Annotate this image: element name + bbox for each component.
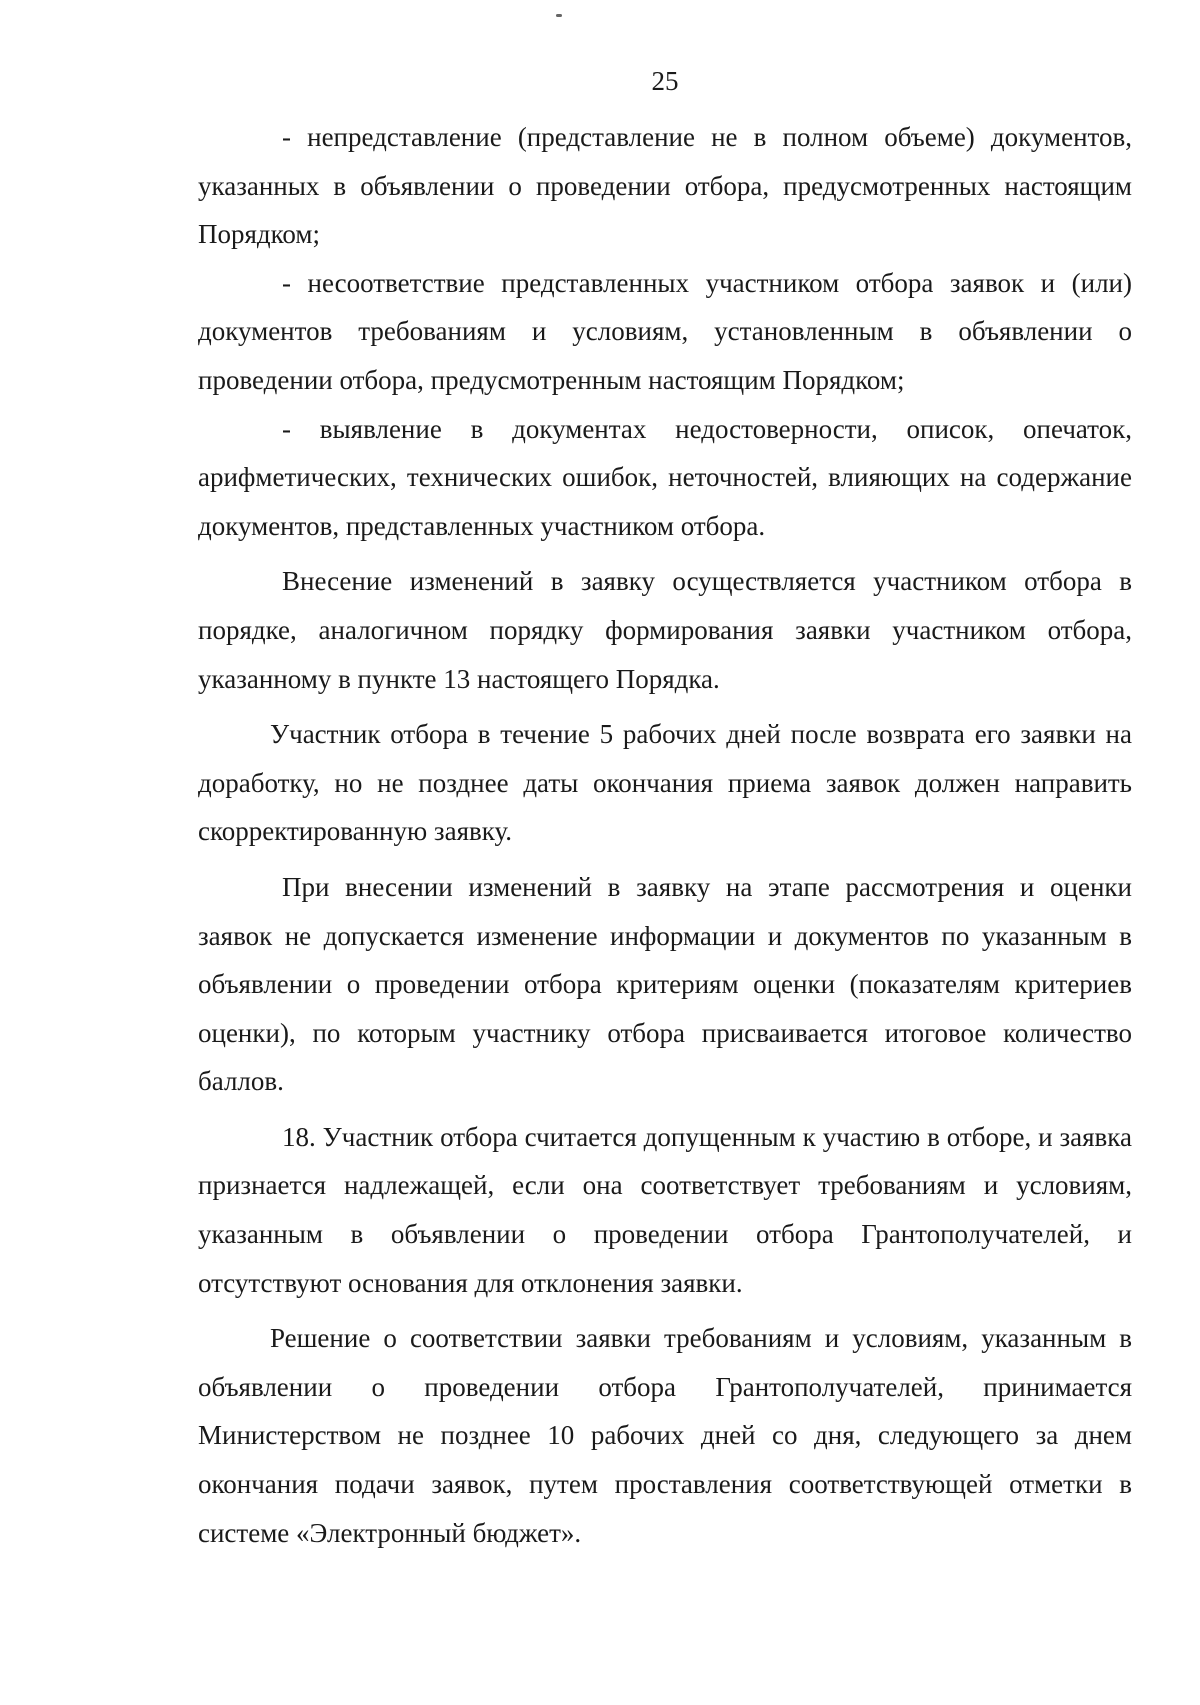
paragraph-clause-18: 18. Участник отбора считается допущенным к участию в отборе, и заявка признается надлежащей, если она соответствует требованиям и условиям, указанным в объявлении о проведении отбора Грантополучателей, и отсутствуют основания для отклонения заявки.: [198, 1121, 1132, 1298]
document-body: [198, 113, 1132, 1557]
paragraph-restrictions: При внесении изменений в заявку на этапе рассмотрения и оценки заявок не допускается изменение информации и документов по указанным в объявлении о проведении отбора критериям оценки (показателям критериев оценки), по которым участнику отбора присваивается итоговое количество баллов.: [198, 871, 1132, 1097]
page-number: 25: [651, 66, 679, 96]
paragraph-resubmission: Участник отбора в течение 5 рабочих дней после возврата его заявки на доработку, но не позднее даты окончания приема заявок должен направить скорректированную заявку.: [198, 719, 1132, 847]
paragraph-item-3: - выявление в документах недостоверности, описок, опечаток, арифметических, технических ошибок, неточностей, влияющих на содержание документов, представленных участником отбора.: [198, 413, 1132, 541]
paragraph-item-1: - непредставление (представление не в полном объеме) документов, указанных в объявлении о проведении отбора, предусмотренных настоящим Порядком;: [198, 122, 1132, 250]
paragraph-item-2: - несоответствие представленных участником отбора заявок и (или) документов требованиям и условиям, установленным в объявлении о проведении отбора, предусмотренным настоящим Порядком;: [198, 267, 1132, 395]
scan-artifact: [556, 14, 562, 17]
paragraph-decision: Решение о соответствии заявки требованиям и условиям, указанным в объявлении о проведении отбора Грантополучателей, принимается Министерством не позднее 10 рабочих дней со дня, следующего за днем окончания подачи заявок, путем проставления соответствующей отметки в системе «Электронный бюджет».: [198, 1323, 1132, 1548]
paragraph-amendment: Внесение изменений в заявку осуществляется участником отбора в порядке, аналогичном порядку формирования заявки участником отбора, указанному в пункте 13 настоящего Порядка.: [198, 566, 1132, 694]
